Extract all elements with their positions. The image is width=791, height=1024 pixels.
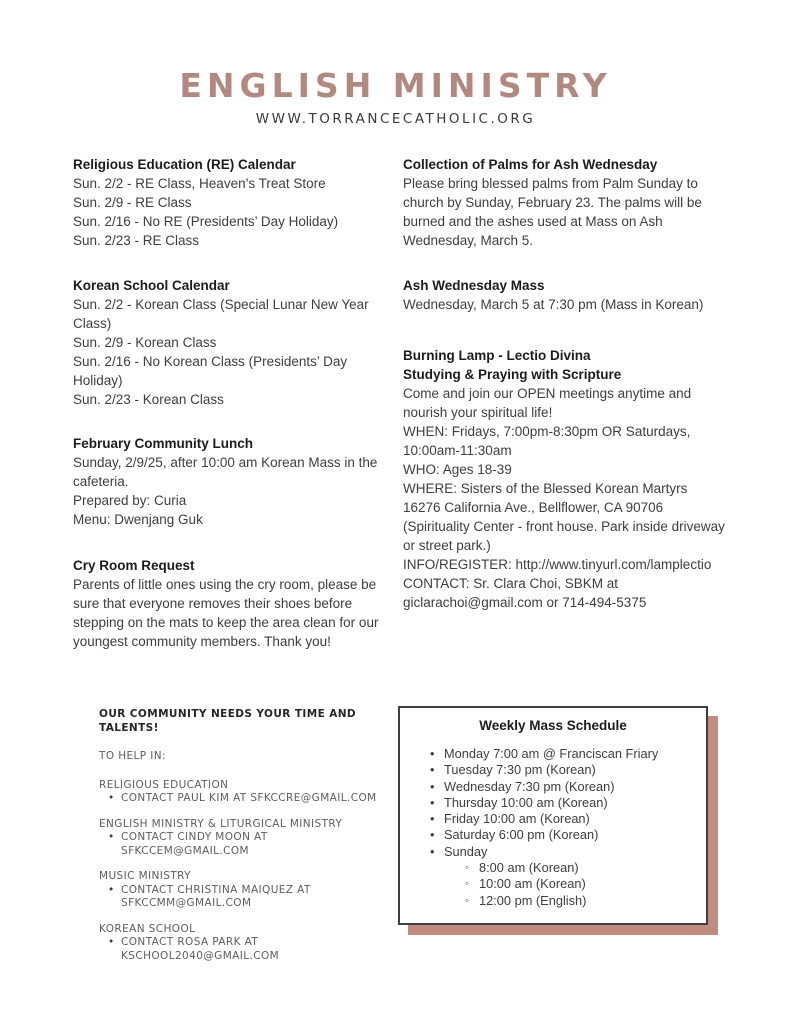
burning-lamp-line: CONTACT: Sr. Clara Choi, SBKM at giclarachoi@gmail.com or 714-494-5375 — [403, 576, 647, 610]
volunteer-contact: • CONTACT PAUL KIM AT SFKCCRE@GMAIL.COM — [99, 792, 379, 806]
section-subheading: Studying & Praying with Scripture — [403, 367, 622, 382]
cry-room-text: Parents of little ones using the cry room, please be sure that everyone removes their shoes before stepping on the mats to keep the area clean for our youngest community members. Thank you! — [73, 577, 379, 649]
volunteer-group-name: KOREAN SCHOOL — [99, 922, 196, 935]
volunteer-group — [99, 779, 379, 806]
lunch-line: Menu: Dwenjang Guk — [73, 512, 203, 527]
volunteer-contact: • CONTACT ROSA PARK AT KSCHOOL2040@GMAIL.COM — [99, 936, 379, 963]
burning-lamp-line: INFO/REGISTER: http://www.tinyurl.com/lamplectio — [403, 557, 712, 572]
section-palms-collection — [403, 155, 737, 250]
mass-schedule-item: • Wednesday 7:30 pm (Korean) — [444, 779, 706, 795]
burning-lamp-line: (Spirituality Center - front house. Park inside driveway or street park.) — [403, 519, 725, 553]
section-heading: Cry Room Request — [73, 558, 195, 573]
burning-lamp-line: WHERE: Sisters of the Blessed Korean Martyrs — [403, 481, 688, 496]
volunteer-heading: OUR COMMUNITY NEEDS YOUR TIME AND TALENTS! — [99, 708, 357, 734]
volunteer-group-name: MUSIC MINISTRY — [99, 870, 191, 882]
calendar-line: Sun. 2/16 - No RE (Presidents’ Day Holiday) — [73, 214, 339, 229]
mass-schedule-item: • Monday 7:00 am @ Franciscan Friary — [444, 746, 706, 762]
calendar-line: Sun. 2/9 - RE Class — [73, 195, 192, 210]
mass-schedule-item: • Sunday — [444, 844, 706, 860]
volunteer-intro: TO HELP IN: — [99, 750, 166, 762]
section-heading: Collection of Palms for Ash Wednesday — [403, 157, 658, 172]
sunday-mass-time: ◦ 8:00 am (Korean) — [479, 860, 706, 876]
section-volunteer — [99, 708, 379, 975]
burning-lamp-line: 16276 California Ave., Bellflower, CA 90706 — [403, 500, 664, 515]
section-ash-wednesday-mass — [403, 276, 737, 314]
mass-schedule-item: • Friday 10:00 am (Korean) — [444, 811, 706, 827]
section-burning-lamp — [403, 346, 737, 612]
volunteer-group — [99, 923, 379, 964]
section-korean-school — [73, 276, 393, 409]
calendar-line: Sun. 2/2 - Korean Class (Special Lunar New Year Class) — [73, 297, 369, 331]
burning-lamp-line: Come and join our OPEN meetings anytime and nourish your spiritual life! — [403, 386, 692, 420]
calendar-line: Sun. 2/23 - RE Class — [73, 233, 200, 248]
sunday-mass-time: ◦ 12:00 pm (English) — [479, 893, 706, 909]
mass-schedule-item: • Saturday 6:00 pm (Korean) — [444, 827, 706, 843]
weekly-mass-schedule-box — [398, 706, 708, 925]
lunch-line: Prepared by: Curia — [73, 493, 187, 508]
mass-schedule-item: • Thursday 10:00 am (Korean) — [444, 795, 706, 811]
volunteer-contact: • CONTACT CINDY MOON AT SFKCCEM@GMAIL.COM — [99, 831, 379, 858]
volunteer-group — [99, 870, 379, 911]
section-re-calendar — [73, 155, 393, 250]
page-title: ENGLISH MINISTRY — [179, 66, 612, 105]
website-url: WWW.TORRANCECATHOLIC.ORG — [255, 111, 536, 127]
volunteer-contact: • CONTACT CHRISTINA MAIQUEZ AT SFKCCMM@GMAIL.COM — [99, 884, 379, 911]
mass-schedule-list — [400, 746, 706, 909]
ash-mass-text: Wednesday, March 5 at 7:30 pm (Mass in Korean) — [403, 297, 704, 312]
section-heading: February Community Lunch — [73, 436, 254, 451]
calendar-line: Sun. 2/2 - RE Class, Heaven’s Treat Store — [73, 176, 326, 191]
mass-schedule-title: Weekly Mass Schedule — [479, 718, 627, 733]
section-heading: Ash Wednesday Mass — [403, 278, 545, 293]
calendar-line: Sun. 2/23 - Korean Class — [73, 392, 224, 407]
palms-text: Please bring blessed palms from Palm Sunday to church by Sunday, February 23. The palms will be burned and the ashes used at Mass on Ash Wednesday, March 5. — [403, 176, 702, 248]
lunch-line: Sunday, 2/9/25, after 10:00 am Korean Mass in the cafeteria. — [73, 455, 378, 489]
volunteer-group-name: RELIGIOUS EDUCATION — [99, 778, 229, 791]
volunteer-group-name: ENGLISH MINISTRY & LITURGICAL MINISTRY — [99, 817, 343, 830]
section-heading: Burning Lamp - Lectio Divina — [403, 348, 591, 363]
mass-schedule-item: • Tuesday 7:30 pm (Korean) — [444, 762, 706, 778]
volunteer-group — [99, 818, 379, 859]
section-heading: Korean School Calendar — [73, 278, 230, 293]
section-cry-room — [73, 556, 393, 651]
header — [0, 66, 791, 127]
burning-lamp-line: WHO: Ages 18-39 — [403, 462, 512, 477]
calendar-line: Sun. 2/16 - No Korean Class (Presidents’ Day Holiday) — [73, 354, 348, 388]
calendar-line: Sun. 2/9 - Korean Class — [73, 335, 217, 350]
sunday-mass-time: ◦ 10:00 am (Korean) — [479, 876, 706, 892]
section-heading: Religious Education (RE) Calendar — [73, 157, 296, 172]
section-community-lunch — [73, 434, 393, 529]
burning-lamp-line: WHEN: Fridays, 7:00pm-8:30pm OR Saturdays, 10:00am-11:30am — [403, 424, 691, 458]
